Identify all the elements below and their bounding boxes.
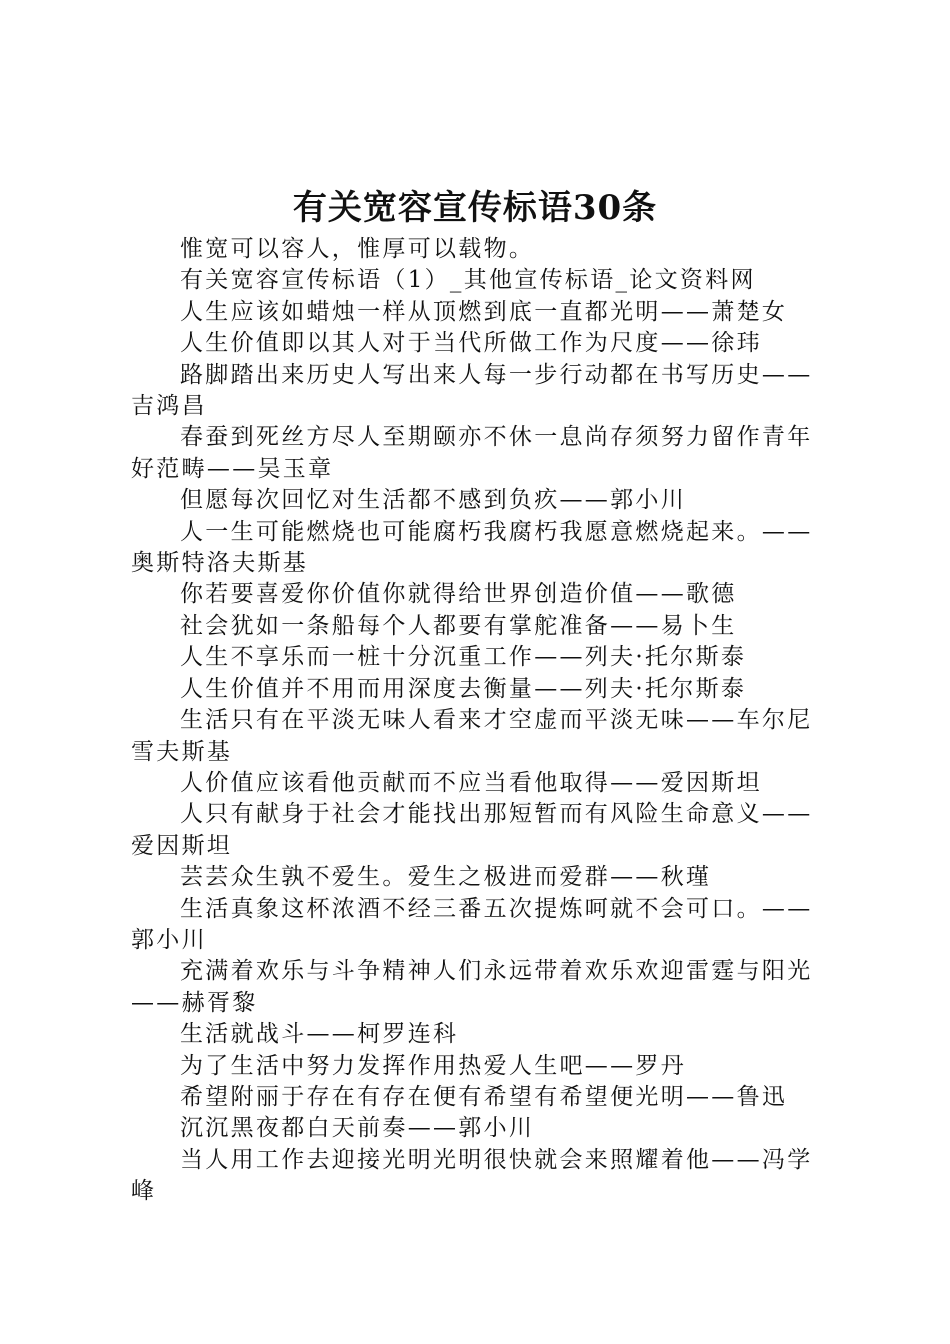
paragraph: 充满着欢乐与斗争精神人们永远带着欢乐欢迎雷霆与阳光——赫胥黎 (131, 958, 813, 1016)
paragraph: 芸芸众生孰不爱生。爱生之极进而爱群——秋瑾 (180, 864, 712, 891)
paragraph: 为了生活中努力发挥作用热爱人生吧——罗丹 (180, 1052, 686, 1079)
paragraph: 路脚踏出来历史人写出来人每一步行动都在书写历史——吉鸿昌 (131, 361, 813, 420)
paragraph: 生活就战斗——柯罗连科 (180, 1021, 459, 1048)
paragraph: 生活真象这杯浓酒不经三番五次提炼呵就不会可口。——郭小川 (131, 895, 813, 953)
document-body (131, 234, 831, 1208)
document-title: 有关宽容宣传标语30条 (292, 188, 658, 228)
paragraph: 人生价值即以其人对于当代所做工作为尺度——徐玮 (180, 330, 762, 357)
paragraph: 人生不享乐而一桩十分沉重工作——列夫·托尔斯泰 (180, 644, 747, 671)
paragraph: 人只有献身于社会才能找出那短暂而有风险生命意义——爱因斯坦 (131, 801, 813, 859)
paragraph: 社会犹如一条船每个人都要有掌舵准备——易卜生 (180, 612, 737, 639)
paragraph: 你若要喜爱你价值你就得给世界创造价值——歌德 (180, 581, 737, 608)
paragraph: 但愿每次回忆对生活都不感到负疚——郭小川 (180, 487, 686, 514)
paragraph: 惟宽可以容人，惟厚可以载物。 (180, 236, 535, 262)
paragraph: 春蚕到死丝方尽人至期颐亦不休一息尚存须努力留作青年好范畴——吴玉章 (131, 424, 813, 482)
paragraph: 人生价值并不用而用深度去衡量——列夫·托尔斯泰 (180, 675, 747, 702)
paragraph: 人一生可能燃烧也可能腐朽我腐朽我愿意燃烧起来。——奥斯特洛夫斯基 (131, 518, 813, 577)
paragraph: 沉沉黑夜都白天前奏——郭小川 (180, 1115, 535, 1142)
paragraph: 有关宽容宣传标语（1）_其他宣传标语_论文资料网 (180, 267, 756, 294)
paragraph: 生活只有在平淡无味人看来才空虚而平淡无味——车尔尼雪夫斯基 (131, 707, 813, 765)
paragraph: 希望附丽于存在有存在便有希望有希望便光明——鲁迅 (180, 1083, 788, 1110)
paragraph: 人价值应该看他贡献而不应当看他取得——爱因斯坦 (180, 769, 762, 796)
paragraph: 人生应该如蜡烛一样从顶燃到底一直都光明——萧楚女 (180, 298, 788, 325)
paragraph: 当人用工作去迎接光明光明很快就会来照耀着他——冯学峰 (131, 1146, 813, 1205)
